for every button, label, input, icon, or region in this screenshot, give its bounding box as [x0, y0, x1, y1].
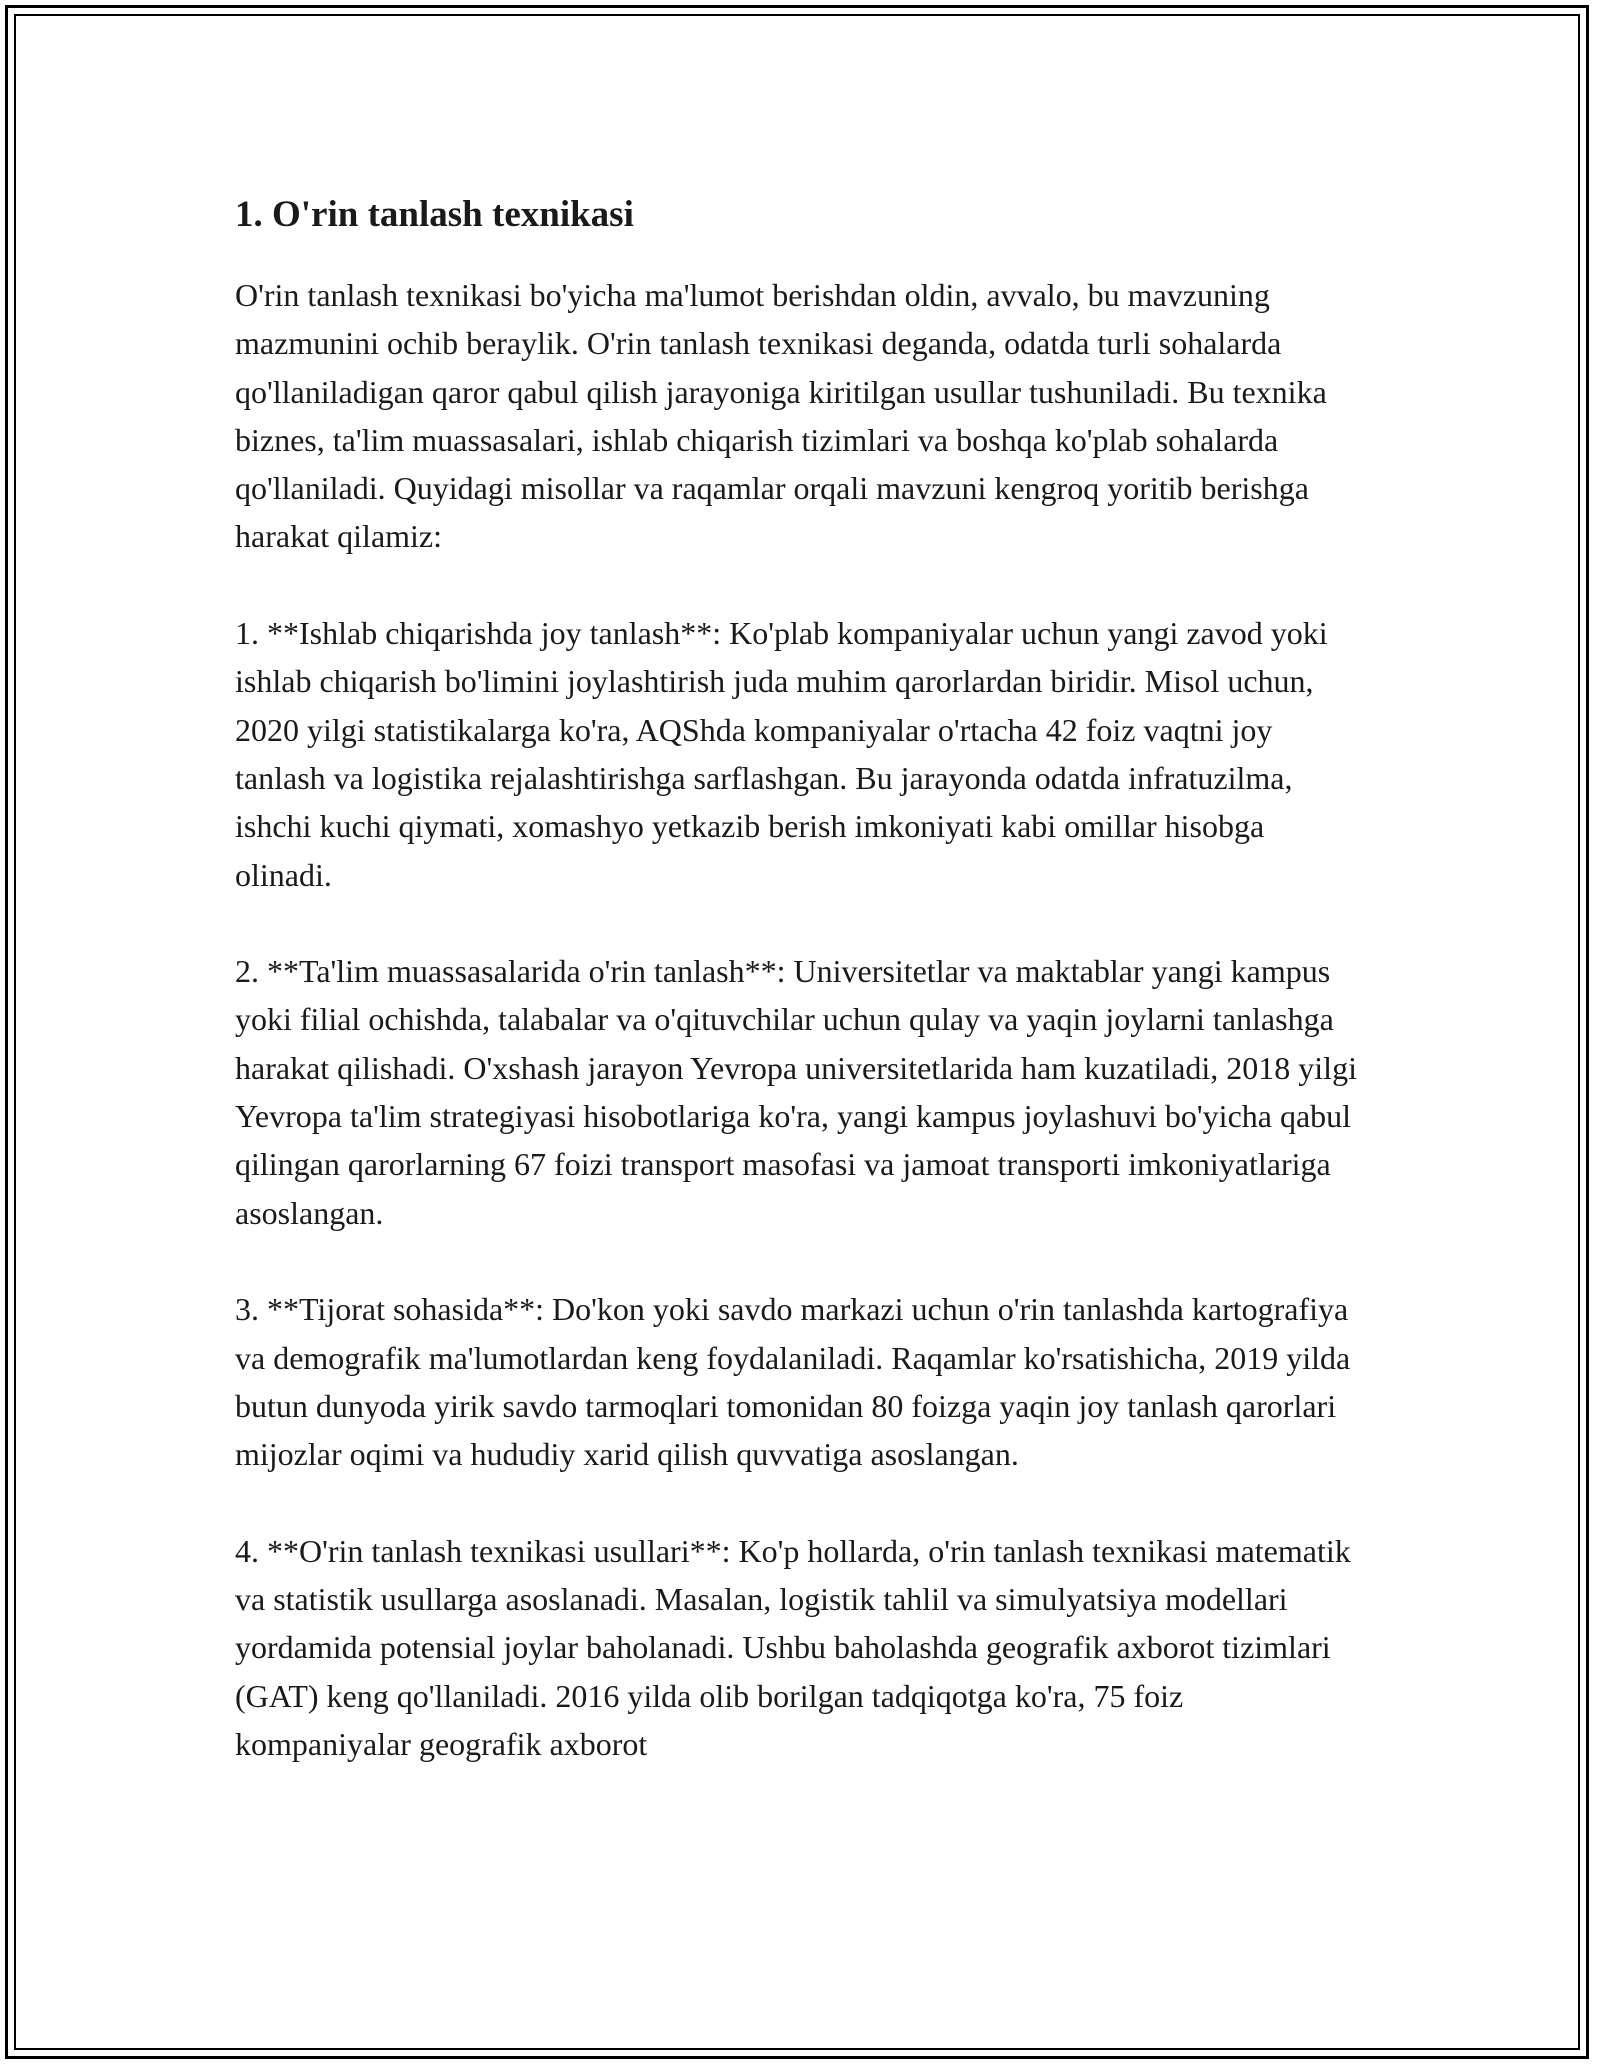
paragraph-item-4: 4. **O'rin tanlash texnikasi usullari**: Ko'p hollarda, o'rin tanlash texnikasi matematik va statistik usullarga asoslanadi. Masalan, logistik tahlil va simulyatsiya modellari yordamida potensial joylar baholanadi. Ushbu baholashda geografik axborot tizimlari (GAT) keng qo'llaniladi. 2016 yilda olib borilgan tadqiqotga ko'ra, 75 foiz kompaniyalar geografik axborot — [235, 1532, 1351, 1762]
section-heading: 1. O'rin tanlash texnikasi — [235, 194, 634, 235]
paragraph-item-2: 2. **Ta'lim muassasalarida o'rin tanlash**: Universitetlar va maktablar yangi kampus yoki filial ochishda, talabalar va o'qituvchilar uchun qulay va yaqin joylarni tanlashga harakat qilishadi. O'xshash jarayon Yevropa universitetlarida ham kuzatiladi, 2018 yilgi Yevropa ta'lim strategiyasi hisobotlariga ko'ra, yangi kampus joylashuvi bo'yicha qabul qilingan qarorlarning 67 foizi transport masofasi va jamoat transporti imkoniyatlariga asoslangan. — [235, 953, 1357, 1231]
document-body — [235, 185, 1365, 1817]
paragraph-intro: O'rin tanlash texnikasi bo'yicha ma'lumot berishdan oldin, avvalo, bu mavzuning mazmunini ochib beraylik. O'rin tanlash texnikasi deganda, odatda turli sohalarda qo'llaniladigan qaror qabul qilish jarayoniga kiritilgan usullar tushuniladi. Bu texnika biznes, ta'lim muassasalari, ishlab chiqarish tizimlari va boshqa ko'plab sohalarda qo'llaniladi. Quyidagi misollar va raqamlar orqali mavzuni kengroq yoritib berishga harakat qilamiz: — [235, 277, 1327, 555]
paragraph-item-1: 1. **Ishlab chiqarishda joy tanlash**: Ko'plab kompaniyalar uchun yangi zavod yoki ishlab chiqarish bo'limini joylashtirish juda muhim qarorlardan biridir. Misol uchun, 2020 yilgi statistikalarga ko'ra, AQShda kompaniyalar o'rtacha 42 foiz vaqtni joy tanlash va logistika rejalashtirishga sarflashgan. Bu jarayonda odatda infratuzilma, ishchi kuchi qiymati, xomashyo yetkazib berish imkoniyati kabi omillar hisobga olinadi. — [235, 615, 1328, 893]
paragraph-item-3: 3. **Tijorat sohasida**: Do'kon yoki savdo markazi uchun o'rin tanlashda kartografiya va demografik ma'lumotlardan keng foydalaniladi. Raqamlar ko'rsatishicha, 2019 yilda butun dunyoda yirik savdo tarmoqlari tomonidan 80 foizga yaqin joy tanlash qarorlari mijozlar oqimi va hududiy xarid qilish quvvatiga asoslangan. — [235, 1291, 1351, 1473]
